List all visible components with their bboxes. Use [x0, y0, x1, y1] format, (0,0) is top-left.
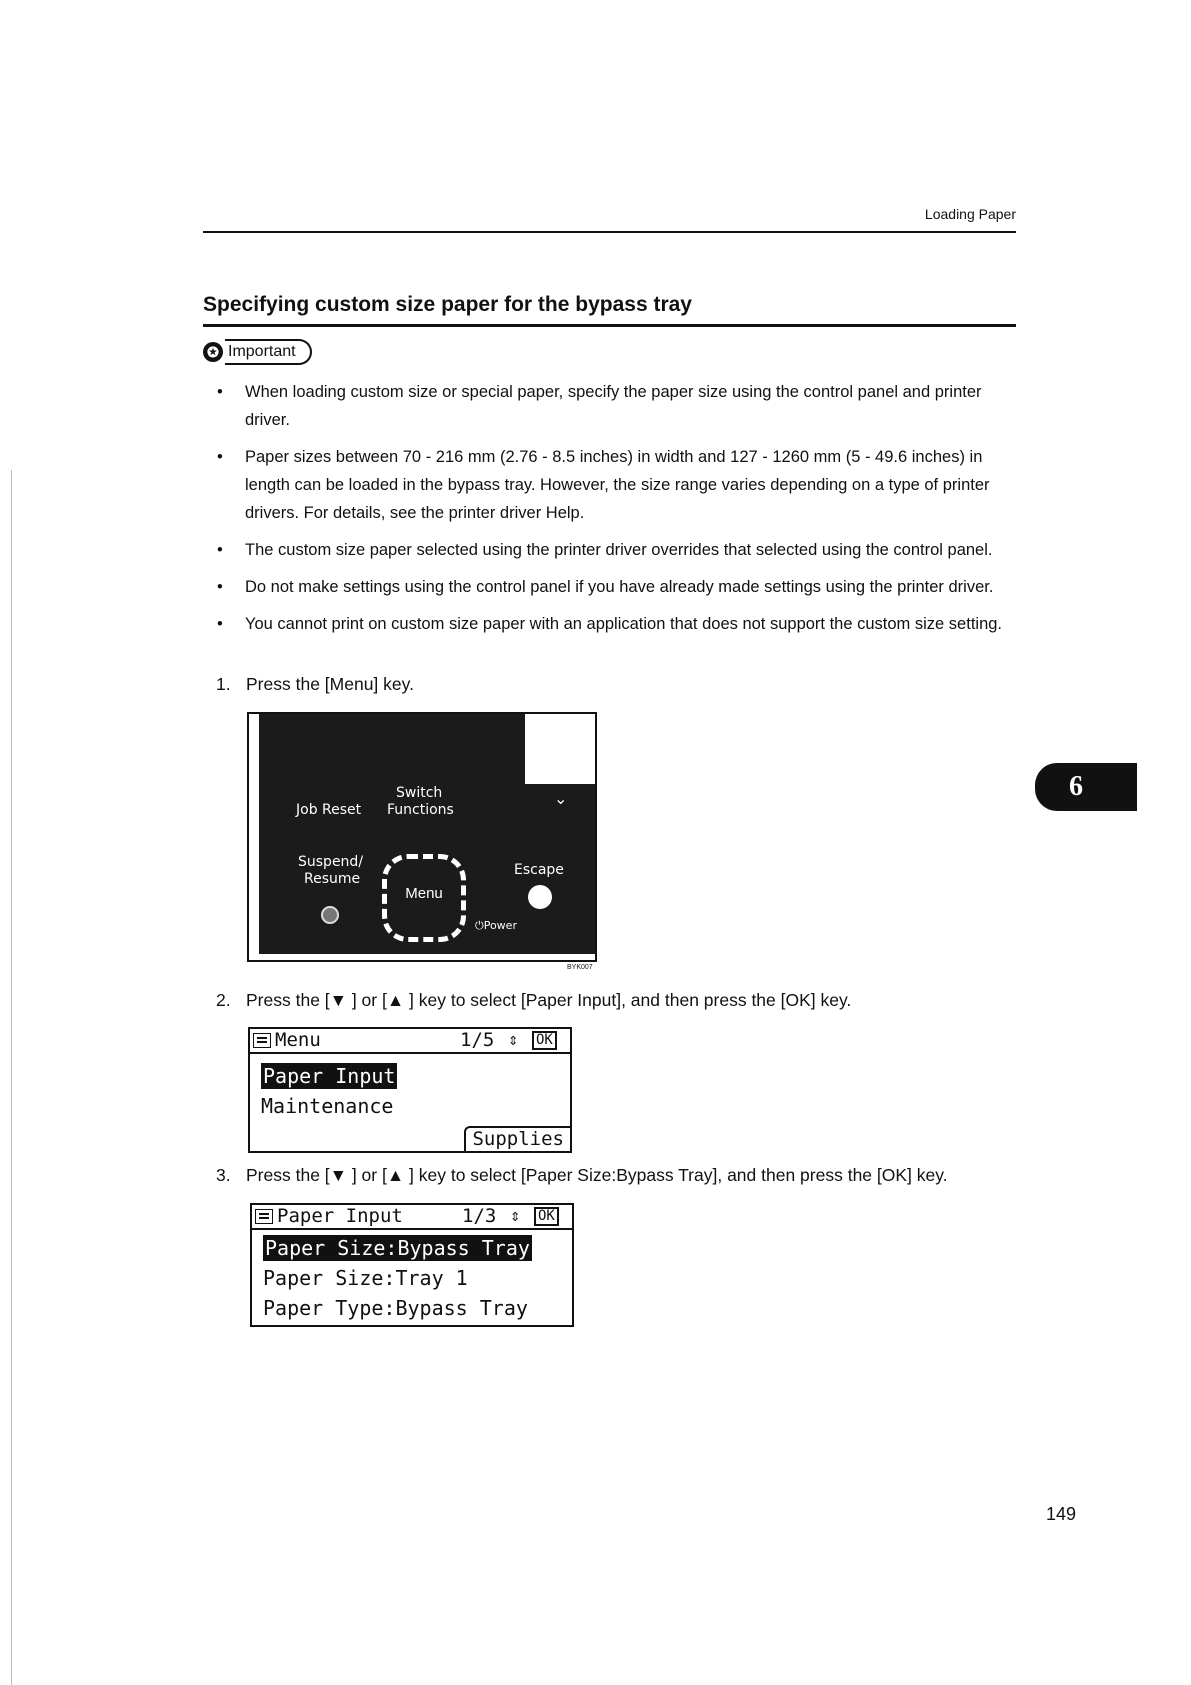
menu-icon [253, 1033, 271, 1048]
page-number: 149 [1046, 1504, 1077, 1524]
step-2 [216, 990, 851, 1011]
step-text: Press the [▼ ] or [▲ ] key to select [Paper Input], and then press the [OK] key. [246, 990, 852, 1010]
functions-label: Functions [387, 802, 454, 818]
suspend-resume-button [321, 906, 339, 924]
lcd-ok-indicator: OK [532, 1031, 557, 1050]
note-item: • The custom size paper selected using the printer driver overrides that selected using the control panel. [215, 536, 1025, 564]
escape-label: Escape [514, 862, 564, 878]
step-number: 2. [216, 990, 231, 1010]
escape-key [528, 885, 552, 909]
lcd-soft-key: Supplies [464, 1126, 570, 1151]
figure-code: BYK007 [567, 964, 593, 971]
resume-label: Resume [304, 871, 361, 887]
step-1 [216, 674, 414, 695]
lcd-menu-item-selected: Paper Input [263, 1064, 396, 1088]
panel-display-area [525, 714, 595, 784]
step-text: Press the [Menu] key. [246, 674, 414, 694]
lcd-page-indicator: 1/3 [462, 1205, 497, 1227]
lcd-menu-screen [248, 1027, 572, 1153]
step-number: 1. [216, 674, 231, 694]
step-number: 3. [216, 1165, 231, 1185]
scan-edge-line [11, 470, 12, 1685]
suspend-label: Suspend/ [298, 854, 364, 870]
section-title: Specifying custom size paper for the bypass tray [203, 293, 692, 316]
power-icon: ⏻ [475, 919, 484, 932]
note-item: • You cannot print on custom size paper with an application that does not support the custom size setting. [215, 610, 1025, 638]
power-indicator [475, 917, 517, 934]
up-down-arrow-icon: ⇕ [508, 1030, 519, 1050]
chevron-down-icon: ⌄ [554, 789, 568, 808]
control-panel-illustration [247, 712, 597, 962]
lcd-menu-item: Paper Type:Bypass Tray [263, 1296, 528, 1320]
lcd-menu-item: Maintenance [261, 1094, 394, 1118]
menu-key-label: Menu [405, 885, 443, 902]
running-header: Loading Paper [924, 206, 1016, 222]
important-label [203, 338, 312, 366]
job-reset-label: Job Reset [296, 802, 362, 818]
important-icon: ✪ [203, 342, 223, 362]
note-item: • When loading custom size or special paper, specify the paper size using the control panel and printer driver. [215, 378, 1025, 434]
chapter-tab: 6 [1035, 763, 1137, 811]
important-text: Important [225, 339, 312, 365]
section-title-rule [203, 324, 1016, 327]
lcd-title: Menu [275, 1029, 321, 1051]
up-down-arrow-icon: ⇕ [510, 1206, 521, 1226]
lcd-page-indicator: 1/5 [460, 1029, 495, 1051]
step-text: Press the [▼ ] or [▲ ] key to select [Paper Size:Bypass Tray], and then press the [OK] key. [246, 1165, 948, 1185]
lcd-title: Paper Input [277, 1205, 403, 1227]
important-notes-list [215, 378, 1025, 647]
lcd-menu-item-selected: Paper Size:Bypass Tray [265, 1236, 530, 1260]
lcd-ok-indicator: OK [534, 1207, 559, 1226]
header-rule [203, 231, 1016, 233]
power-label: Power [483, 919, 517, 932]
menu-key [382, 854, 466, 942]
switch-label: Switch [396, 785, 443, 801]
menu-icon [255, 1209, 273, 1224]
step-3 [216, 1165, 948, 1186]
lcd-menu-item: Paper Size:Tray 1 [263, 1266, 468, 1290]
lcd-paper-input-screen [250, 1203, 574, 1327]
note-item: • Do not make settings using the control panel if you have already made settings using the printer driver. [215, 573, 1025, 601]
lcd-title-bar [252, 1205, 572, 1230]
control-panel-body [259, 714, 595, 954]
note-item: • Paper sizes between 70 - 216 mm (2.76 - 8.5 inches) in width and 127 - 1260 mm (5 - 49.6 inches) in length can be loaded in the bypass tray. However, the size range varies depending on a type of printer drivers. For details, see the printer driver Help. [215, 443, 1025, 527]
lcd-title-bar [250, 1029, 570, 1054]
